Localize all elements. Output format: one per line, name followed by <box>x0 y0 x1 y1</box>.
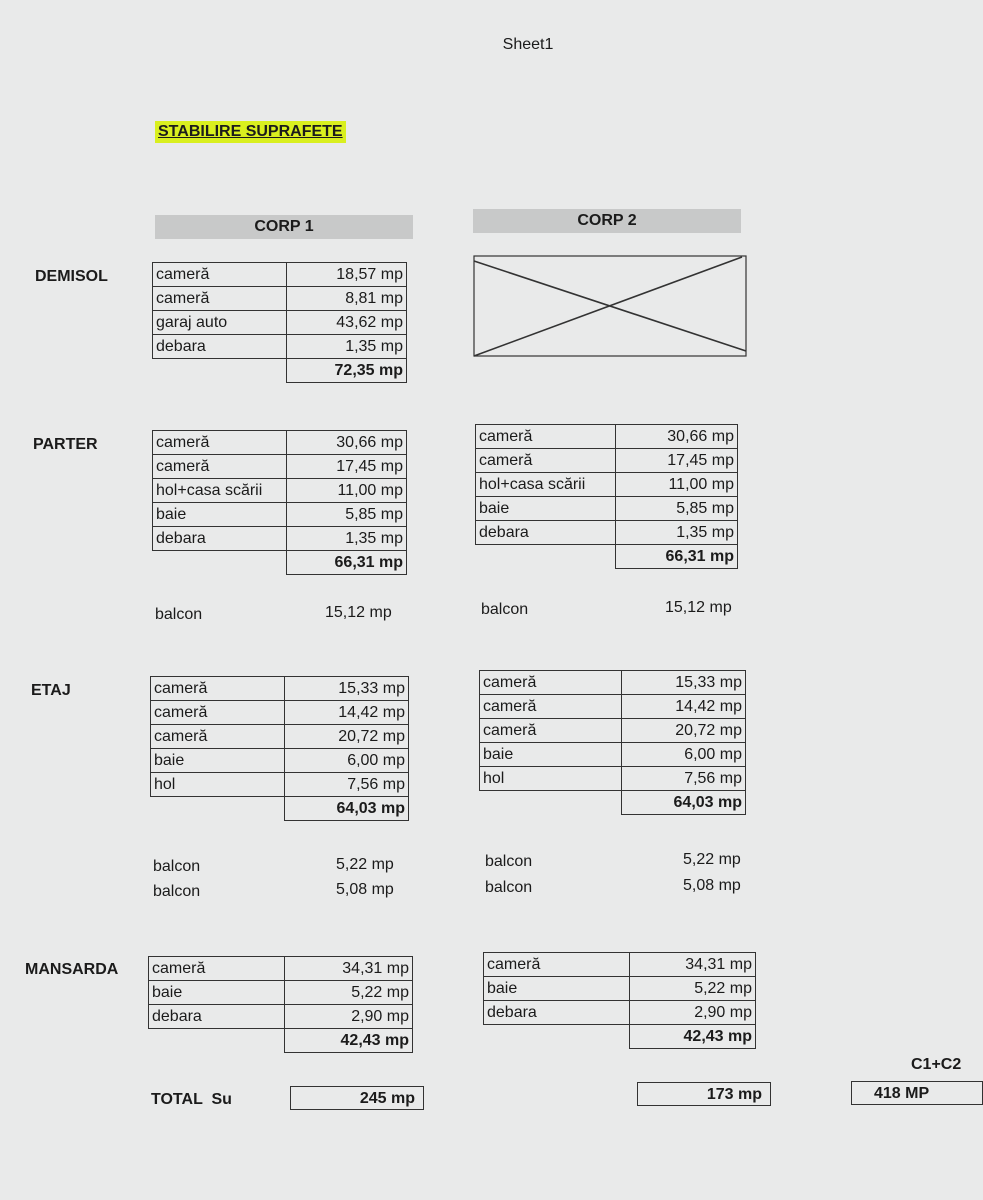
room-area-cell: 2,90 mp <box>630 1001 756 1025</box>
table-row <box>149 957 413 981</box>
room-name-cell: debara <box>484 1001 630 1025</box>
room-area-cell: 18,57 mp <box>287 263 407 287</box>
table-row <box>480 767 746 791</box>
total-row <box>153 359 407 383</box>
room-area-cell: 11,00 mp <box>616 473 738 497</box>
table-row <box>153 503 407 527</box>
subtotal-cell: 66,31 mp <box>616 545 738 569</box>
room-area-cell: 1,35 mp <box>287 335 407 359</box>
area-table <box>479 670 746 815</box>
room-name-cell: debara <box>153 335 287 359</box>
room-area-cell: 43,62 mp <box>287 311 407 335</box>
area-table <box>152 262 407 383</box>
corp2-etaj-balcon-label-1: balcon <box>485 853 533 870</box>
table-row <box>476 473 738 497</box>
page-title: STABILIRE SUPRAFETE <box>155 121 346 143</box>
room-name-cell: baie <box>153 503 287 527</box>
room-name-cell: hol+casa scării <box>153 479 287 503</box>
room-name-cell: hol+casa scării <box>476 473 616 497</box>
room-name-cell: cameră <box>151 701 285 725</box>
corp1-etaj-balcon-area-2: 5,08 mp <box>336 881 394 898</box>
table-row <box>149 1005 413 1029</box>
blank-cell <box>480 791 622 815</box>
room-name-cell: baie <box>149 981 285 1005</box>
table-row <box>476 497 738 521</box>
total-row <box>149 1029 413 1053</box>
corp2-total-su: 173 mp <box>637 1082 771 1106</box>
room-area-cell: 30,66 mp <box>616 425 738 449</box>
room-area-cell: 5,22 mp <box>630 977 756 1001</box>
table-row <box>151 725 409 749</box>
room-area-cell: 15,33 mp <box>622 671 746 695</box>
subtotal-cell: 72,35 mp <box>287 359 407 383</box>
area-table <box>148 956 413 1053</box>
corp1-etaj-balcon-label-2: balcon <box>153 883 201 900</box>
room-area-cell: 34,31 mp <box>630 953 756 977</box>
room-name-cell: hol <box>480 767 622 791</box>
room-name-cell: baie <box>484 977 630 1001</box>
room-name-cell: cameră <box>149 957 285 981</box>
subtotal-cell: 42,43 mp <box>285 1029 413 1053</box>
room-area-cell: 5,85 mp <box>287 503 407 527</box>
corp2-etaj-balcon-area-1: 5,22 mp <box>683 851 741 868</box>
total-row <box>153 551 407 575</box>
table-row <box>484 953 756 977</box>
table-row <box>153 311 407 335</box>
room-name-cell: cameră <box>151 677 285 701</box>
table-row <box>153 527 407 551</box>
table-row <box>480 671 746 695</box>
room-name-cell: garaj auto <box>153 311 287 335</box>
table-row <box>476 425 738 449</box>
room-name-cell: cameră <box>153 431 287 455</box>
room-area-cell: 11,00 mp <box>287 479 407 503</box>
blank-cell <box>149 1029 285 1053</box>
table-row <box>484 977 756 1001</box>
room-name-cell: baie <box>476 497 616 521</box>
blank-cell <box>476 545 616 569</box>
table-row <box>151 773 409 797</box>
blank-cell <box>153 551 287 575</box>
combined-label: C1+C2 <box>911 1056 962 1073</box>
corp2-parter-balcon-label: balcon <box>481 601 529 618</box>
sheet-title: Sheet1 <box>502 36 554 53</box>
table-row <box>149 981 413 1005</box>
table-row <box>476 449 738 473</box>
room-area-cell: 7,56 mp <box>285 773 409 797</box>
room-area-cell: 6,00 mp <box>285 749 409 773</box>
corp2-etaj-balcon-label-2: balcon <box>485 879 533 896</box>
floor-label-parter: PARTER <box>33 436 98 453</box>
subtotal-cell: 66,31 mp <box>287 551 407 575</box>
floor-label-etaj: ETAJ <box>31 682 71 699</box>
floor-label-demisol: DEMISOL <box>35 268 108 285</box>
corp2-mansarda-table <box>483 952 756 1049</box>
blank-cell <box>151 797 285 821</box>
corp2-parter-table <box>475 424 738 569</box>
room-area-cell: 6,00 mp <box>622 743 746 767</box>
table-row <box>151 701 409 725</box>
area-table <box>150 676 409 821</box>
corp2-header: CORP 2 <box>473 209 741 233</box>
room-area-cell: 20,72 mp <box>622 719 746 743</box>
room-area-cell: 5,22 mp <box>285 981 413 1005</box>
corp1-total-su: 245 mp <box>290 1086 424 1110</box>
subtotal-cell: 42,43 mp <box>630 1025 756 1049</box>
subtotal-cell: 64,03 mp <box>285 797 409 821</box>
room-area-cell: 8,81 mp <box>287 287 407 311</box>
room-name-cell: debara <box>476 521 616 545</box>
table-row <box>153 287 407 311</box>
table-row <box>151 677 409 701</box>
corp1-etaj-table <box>150 676 409 821</box>
area-table <box>483 952 756 1049</box>
total-row <box>151 797 409 821</box>
table-row <box>153 263 407 287</box>
corp1-etaj-balcon-area-1: 5,22 mp <box>336 856 394 873</box>
corp1-mansarda-table <box>148 956 413 1053</box>
room-name-cell: cameră <box>476 425 616 449</box>
table-row <box>153 455 407 479</box>
total-row <box>480 791 746 815</box>
total-row <box>484 1025 756 1049</box>
room-area-cell: 1,35 mp <box>616 521 738 545</box>
corp1-parter-balcon-area: 15,12 mp <box>325 604 392 621</box>
room-name-cell: cameră <box>484 953 630 977</box>
room-name-cell: cameră <box>153 263 287 287</box>
total-row <box>476 545 738 569</box>
room-area-cell: 2,90 mp <box>285 1005 413 1029</box>
room-name-cell: cameră <box>151 725 285 749</box>
room-name-cell: baie <box>151 749 285 773</box>
area-table <box>152 430 407 575</box>
room-name-cell: cameră <box>480 695 622 719</box>
table-row <box>476 521 738 545</box>
table-row <box>153 431 407 455</box>
room-area-cell: 30,66 mp <box>287 431 407 455</box>
room-name-cell: cameră <box>476 449 616 473</box>
room-area-cell: 15,33 mp <box>285 677 409 701</box>
subtotal-cell: 64,03 mp <box>622 791 746 815</box>
room-area-cell: 17,45 mp <box>287 455 407 479</box>
floor-label-mansarda: MANSARDA <box>25 961 119 978</box>
blank-cell <box>484 1025 630 1049</box>
room-area-cell: 34,31 mp <box>285 957 413 981</box>
room-name-cell: cameră <box>153 455 287 479</box>
room-name-cell: debara <box>153 527 287 551</box>
corp1-etaj-balcon-label-1: balcon <box>153 858 201 875</box>
corp2-etaj-table <box>479 670 746 815</box>
room-name-cell: cameră <box>480 719 622 743</box>
room-area-cell: 7,56 mp <box>622 767 746 791</box>
corp1-parter-table <box>152 430 407 575</box>
table-row <box>484 1001 756 1025</box>
room-area-cell: 5,85 mp <box>616 497 738 521</box>
room-name-cell: hol <box>151 773 285 797</box>
room-area-cell: 14,42 mp <box>285 701 409 725</box>
room-name-cell: cameră <box>153 287 287 311</box>
corp2-parter-balcon-area: 15,12 mp <box>665 599 732 616</box>
room-name-cell: cameră <box>480 671 622 695</box>
table-row <box>153 479 407 503</box>
table-row <box>480 719 746 743</box>
room-name-cell: debara <box>149 1005 285 1029</box>
room-area-cell: 17,45 mp <box>616 449 738 473</box>
corp1-parter-balcon-label: balcon <box>155 606 203 623</box>
combined-total: 418 MP <box>851 1081 983 1105</box>
table-row <box>153 335 407 359</box>
total-su-label: TOTAL Su <box>151 1091 232 1108</box>
table-row <box>480 743 746 767</box>
blank-cell <box>153 359 287 383</box>
corp2-etaj-balcon-area-2: 5,08 mp <box>683 877 741 894</box>
corp2-demisol-crossed-box <box>473 255 747 357</box>
room-area-cell: 14,42 mp <box>622 695 746 719</box>
table-row <box>151 749 409 773</box>
room-name-cell: baie <box>480 743 622 767</box>
room-area-cell: 1,35 mp <box>287 527 407 551</box>
table-row <box>480 695 746 719</box>
area-table <box>475 424 738 569</box>
room-area-cell: 20,72 mp <box>285 725 409 749</box>
corp1-header: CORP 1 <box>155 215 413 239</box>
corp1-demisol-table <box>152 262 407 383</box>
